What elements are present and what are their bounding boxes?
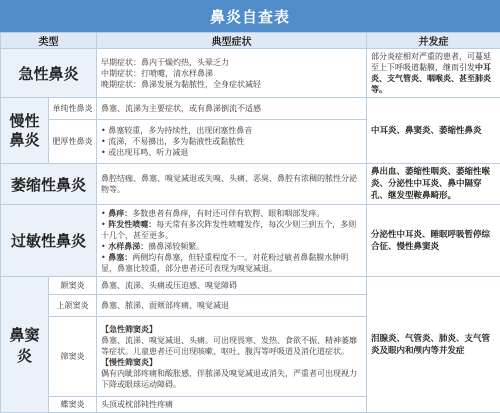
category-acute: 急性鼻炎 xyxy=(1,49,97,98)
symptom-line: 早期症状：鼻内干燥灼热，头晕乏力 xyxy=(101,57,362,68)
symptom-line xyxy=(101,208,362,219)
rhinitis-table xyxy=(0,32,500,413)
symptom-label: 鼻塞： xyxy=(108,253,132,262)
symptom-label: 水样鼻涕： xyxy=(108,242,148,251)
symptoms-sphenoid-sinusitis: 头顶或枕部钝性疼痛 xyxy=(97,397,367,413)
sub-simple-rhinitis: 单纯性鼻炎 xyxy=(49,98,97,120)
ethmoid-chronic-title: 【慢性筛窦炎】 xyxy=(101,357,362,368)
symptom-text: 两侧均有鼻塞，但轻重程度不一。对花粉过敏者鼻黏膜水肿明显，鼻塞比较重，部分患者还可表现为嗅觉减退。 xyxy=(101,253,348,273)
sub-maxillary-sinusitis: 上颌窦炎 xyxy=(49,295,97,317)
header-symptoms: 典型症状 xyxy=(97,33,367,49)
complications-atrophic: 鼻出血、萎缩性咽炎、萎缩性喉炎、分泌性中耳炎、鼻中隔穿孔、继发型鞍鼻畸形。 xyxy=(367,164,500,205)
symptoms-allergic xyxy=(97,205,367,277)
symptoms-ethmoid-sinusitis xyxy=(97,317,367,397)
sub-frontal-sinusitis: 额窦炎 xyxy=(49,277,97,295)
symptoms-maxillary-sinusitis: 鼻塞、脓涕、面颊部疼痛、嗅觉减退 xyxy=(97,295,367,317)
symptoms-acute xyxy=(97,49,367,98)
symptoms-hypertrophic-rhinitis xyxy=(97,120,367,164)
ethmoid-acute-title: 【急性筛窦炎】 xyxy=(101,324,362,335)
sub-hypertrophic-rhinitis: 肥厚性鼻炎 xyxy=(49,120,97,164)
page-title: 鼻炎自查表 xyxy=(0,0,500,32)
category-allergic: 过敏性鼻炎 xyxy=(1,205,97,277)
symptoms-frontal-sinusitis: 鼻塞、流涕、头痛或压迫感、嗅觉障碍 xyxy=(97,277,367,295)
header-type: 类型 xyxy=(1,33,97,49)
ethmoid-chronic-text: 偶有内眦部疼痛和酸胀感，伴脓涕及嗅觉减退或消失，严重者可出现视力下降或眼球运动障碍。 xyxy=(101,368,362,390)
symptoms-atrophic: 鼻腔结痂、鼻塞、嗅觉减退或失嗅、头痛、恶臭、鼻腔有浓稠的脓性分泌物等。 xyxy=(97,164,367,205)
symptom-text: 擤鼻涕较频繁。 xyxy=(148,242,204,251)
symptoms-simple-rhinitis: 鼻塞、流涕为主要症状，或有鼻涕倒流不适感 xyxy=(97,98,367,120)
category-chronic xyxy=(1,98,49,164)
symptom-line: • 或出现耳鸣、听力减退 xyxy=(101,147,362,158)
category-chronic-label: 慢性鼻炎 xyxy=(8,112,42,150)
complications-sinusitis: 泪腺炎、气管炎、肺炎、支气管炎及眼内和颅内等并发症 xyxy=(367,277,500,413)
category-sinusitis: 鼻窦炎 xyxy=(1,277,49,413)
symptom-line: 晚期症状：鼻涕发展为黏脓性，全身症状减轻 xyxy=(101,79,362,90)
sub-ethmoid-sinusitis: 筛窦炎 xyxy=(49,317,97,397)
complications-chronic: 中耳炎、鼻窦炎、萎缩性鼻炎 xyxy=(367,98,500,164)
symptom-text: 多数患者有鼻痒，有时还可伴有软腭、眼和咽部发痒。 xyxy=(132,209,324,218)
symptom-line xyxy=(101,252,362,274)
symptom-line: 中期症状：打喷嚏，清水样鼻涕 xyxy=(101,68,362,79)
symptom-label: 鼻痒： xyxy=(108,209,132,218)
symptom-line: • 流涕，不易擤出，多为黏液性或黏脓性 xyxy=(101,136,362,147)
complications-acute xyxy=(367,49,500,98)
symptom-label: 阵发性喷嚏： xyxy=(108,220,156,229)
complication-bold: 中耳炎、支气管炎、咽喉炎、甚至肺炎等。 xyxy=(371,63,491,94)
symptom-line: • 鼻塞较重，多为持续性，出现闭塞性鼻音 xyxy=(101,125,362,136)
ethmoid-acute-text: 鼻塞、流涕、嗅觉减退、头痛。可出现畏寒、发热、食欲不振、精神萎靡等症状。儿童患者还可出现咳嗽、呕吐、腹泻等呼吸道及消化道症状。 xyxy=(101,335,362,357)
category-atrophic: 萎缩性鼻炎 xyxy=(1,164,97,205)
sub-sphenoid-sinusitis: 蝶窦炎 xyxy=(49,397,97,413)
complications-allergic: 分泌性中耳炎、睡眠呼吸暂停综合征、慢性鼻窦炎 xyxy=(367,205,500,277)
symptom-line xyxy=(101,219,362,241)
complication-lead: 部分炎症相对严重的患者，可蔓延至上下呼吸道黏膜，继而引发 xyxy=(371,52,491,72)
header-complications: 并发症 xyxy=(367,33,500,49)
symptom-line xyxy=(101,241,362,252)
symptom-text: 每天常有多次阵发性喷嚏发作，每次少则三到五个，多则十几个，甚至更多。 xyxy=(101,220,356,240)
